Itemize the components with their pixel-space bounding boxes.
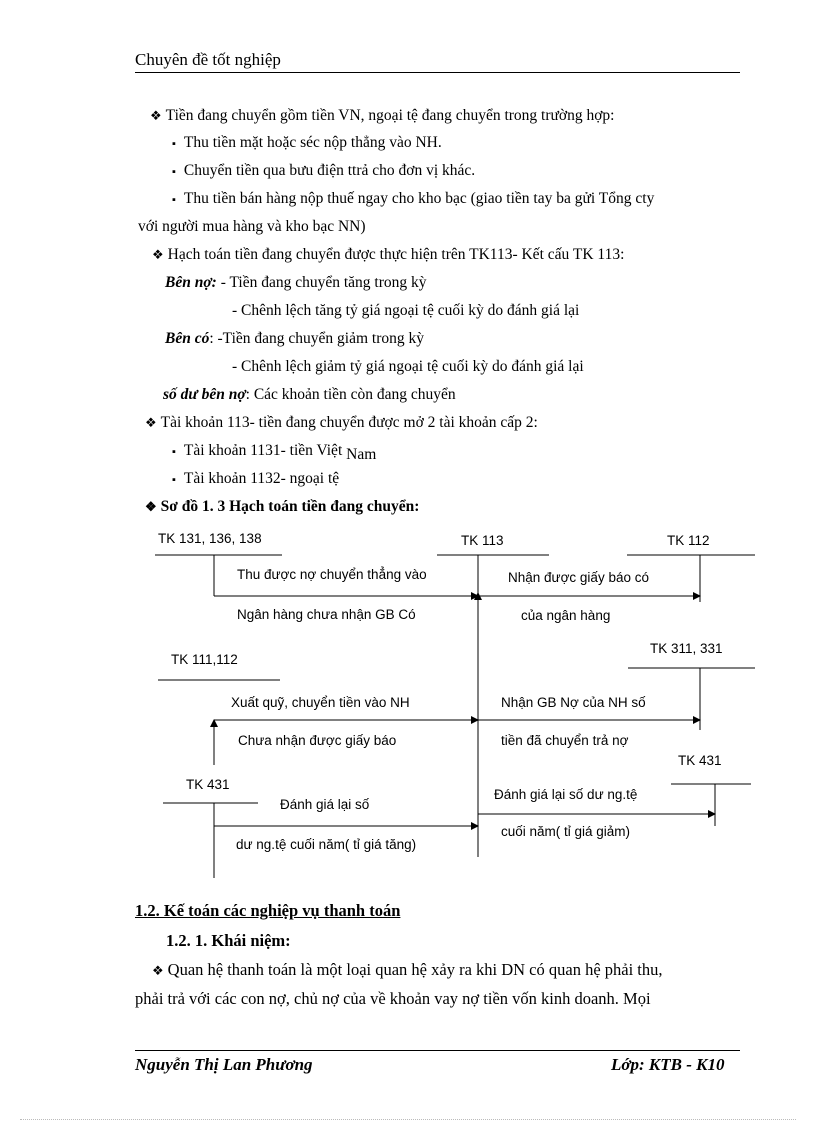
diamond-bullet-icon: ❖ <box>152 247 164 262</box>
footer-author: Nguyễn Thị Lan Phương <box>135 1055 313 1074</box>
diamond-bullet-icon: ❖ <box>145 499 157 514</box>
tk-431-right-label: TK 431 <box>678 753 722 768</box>
list-item: ▪ Tài khoản 1132- ngoại tệ <box>172 470 340 487</box>
ben-no-line: Bên nợ: - Tiền đang chuyển tăng trong kỳ <box>165 274 427 291</box>
paragraph-continuation: phải trả với các con nợ, chủ nợ của về khoản vay nợ tiền vốn kinh doanh. Mọi <box>135 989 651 1008</box>
tk-112-label: TK 112 <box>667 533 710 548</box>
page-edge-divider <box>20 1119 796 1120</box>
diagram-note: Đánh giá lại số dư ng.tệ <box>494 787 638 802</box>
tk-431-left-label: TK 431 <box>186 777 230 792</box>
ben-no-line-2: - Chênh lệch tăng tỷ giá ngoại tệ cuối kỳ do đánh giá lại <box>232 302 580 319</box>
diamond-bullet-icon: ❖ <box>150 108 162 123</box>
square-bullet-icon: ▪ <box>172 166 176 178</box>
ben-co-line: Bên có: -Tiền đang chuyển giảm trong kỳ <box>165 330 425 347</box>
diagram-note: của ngân hàng <box>521 608 611 623</box>
list-item-continuation: với người mua hàng và kho bạc NN) <box>138 218 366 235</box>
footer-class: Lớp: KTB - K10 <box>611 1055 725 1074</box>
diagram-note: Đánh giá lại số <box>280 797 370 812</box>
diamond-bullet-icon: ❖ <box>145 415 157 430</box>
page-header-title: Chuyên đề tốt nghiệp <box>135 50 281 69</box>
list-item: ▪ Tài khoản 1131- tiền Việt Nam <box>172 442 377 463</box>
so-du-line: số dư bên nợ: Các khoản tiền còn đang chuyển <box>163 386 456 403</box>
diagram-note: tiền đã chuyển trả nợ <box>501 733 629 748</box>
diagram-note: Nhận được giấy báo có <box>508 570 649 585</box>
list-item: ▪ Thu tiền mặt hoặc séc nộp thẳng vào NH. <box>172 134 442 151</box>
diagram-note: Xuất quỹ, chuyển tiền vào NH <box>231 695 410 710</box>
square-bullet-icon: ▪ <box>172 474 176 486</box>
subsection-heading: 1.2. 1. Khái niệm: <box>166 931 291 950</box>
diagram-note: Ngân hàng chưa nhận GB Có <box>237 607 416 622</box>
square-bullet-icon: ▪ <box>172 194 176 206</box>
diagram-note: Chưa nhận được giấy báo <box>238 733 397 748</box>
tk-111-label: TK 111,112 <box>171 652 238 667</box>
tk-113-label: TK 113 <box>461 533 504 548</box>
square-bullet-icon: ▪ <box>172 138 176 150</box>
list-item: ▪ Chuyển tiền qua bưu điện ttrả cho đơn vị khác. <box>172 162 476 179</box>
footer-rule <box>135 1050 740 1051</box>
ben-co-line-2: - Chênh lệch giảm tỷ giá ngoại tệ cuối kỳ do đánh giá lại <box>232 358 584 375</box>
diagram-note: dư ng.tệ cuối năm( tỉ giá tăng) <box>236 837 417 852</box>
diagram-note: Nhận GB Nợ của NH số <box>501 695 646 710</box>
diagram-note: cuối năm( tỉ giá giảm) <box>501 824 631 839</box>
tk-311-label: TK 311, 331 <box>650 641 723 656</box>
paragraph-quan-he-thanh-toan: ❖ Quan hệ thanh toán là một loại quan hệ xảy ra khi DN có quan hệ phải thu, <box>152 960 663 979</box>
diagram-note: Thu được nợ chuyển thẳng vào <box>237 567 427 582</box>
diagram-caption: ❖ Sơ đồ 1. 3 Hạch toán tiền đang chuyển: <box>145 498 420 515</box>
tk-131-label: TK 131, 136, 138 <box>158 531 262 546</box>
diamond-bullet-icon: ❖ <box>152 963 164 978</box>
section-heading: 1.2. Kế toán các nghiệp vụ thanh toán <box>135 901 401 920</box>
square-bullet-icon: ▪ <box>172 446 176 458</box>
paragraph-tien-dang-chuyen: ❖ Tiền đang chuyển gồm tiền VN, ngoại tệ đang chuyển trong trường hợp: <box>150 107 615 124</box>
paragraph-tai-khoan-113: ❖ Tài khoản 113- tiền đang chuyển được mở 2 tài khoản cấp 2: <box>145 414 538 431</box>
list-item: ▪ Thu tiền bán hàng nộp thuế ngay cho kho bạc (giao tiền tay ba gửi Tổng cty <box>172 190 655 207</box>
paragraph-hach-toan: ❖ Hạch toán tiền đang chuyển được thực hiện trên TK113- Kết cấu TK 113: <box>152 246 625 263</box>
